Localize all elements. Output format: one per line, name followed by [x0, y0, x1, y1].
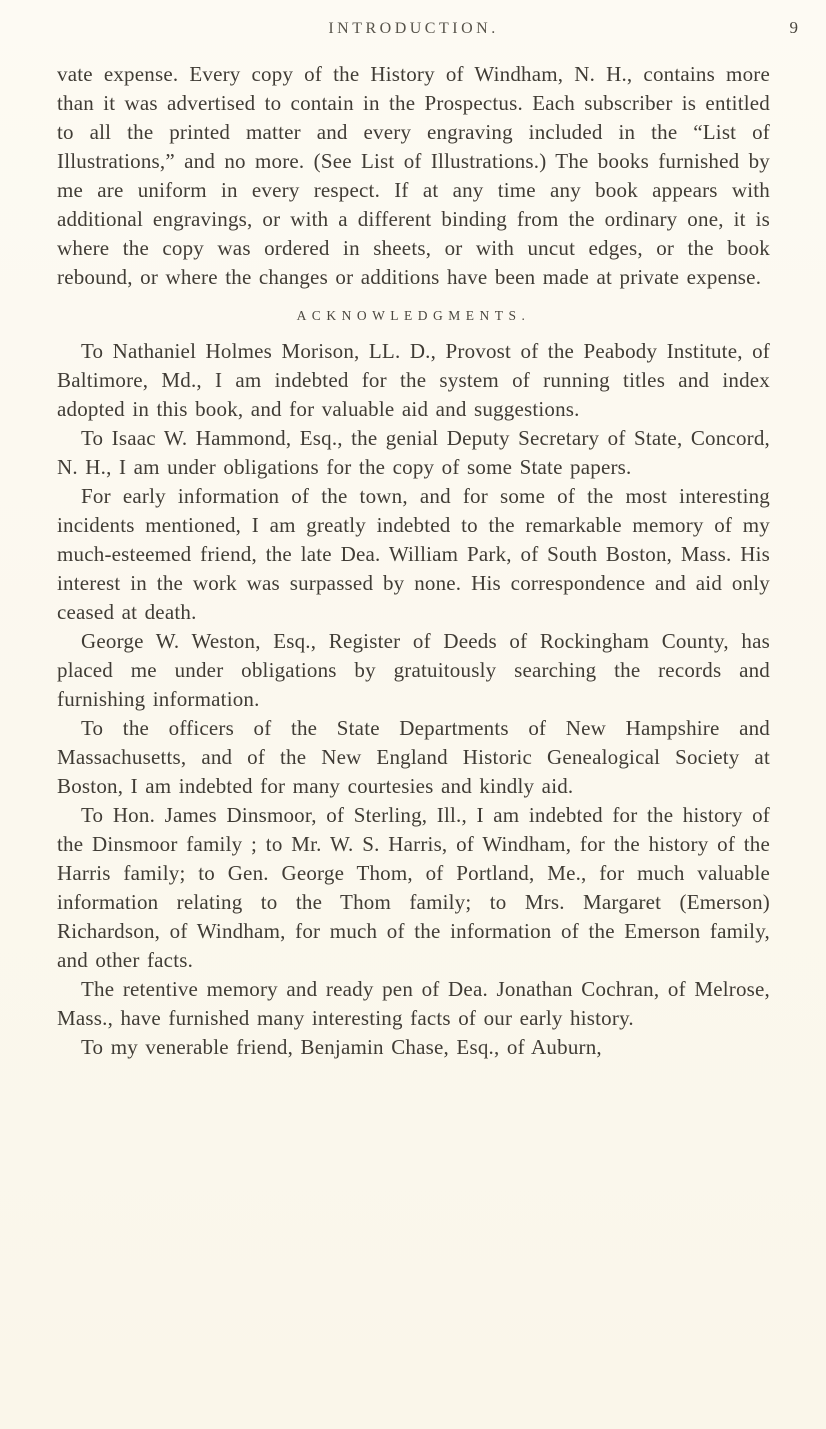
paragraph: George W. Weston, Esq., Register of Deeds of Rockingham County, has placed me under obligations by gratuitously searching the records and furnishing information. — [57, 629, 770, 711]
running-title: INTRODUCTION. — [328, 20, 499, 37]
paragraph: To Nathaniel Holmes Morison, LL. D., Provost of the Peabody Institute, of Baltimore, Md., I am indebted for the system of running titles and index adopted in this book, and for valuable aid and suggestions. — [57, 339, 770, 421]
page-number: 9 — [789, 18, 798, 37]
paragraph: For early information of the town, and for some of the most interesting incidents mentioned, I am greatly indebted to the remarkable memory of my much-esteemed friend, the late Dea. William Park, of South Boston, Mass. His interest in the work was surpassed by none. His correspondence and aid only ceased at death. — [57, 484, 770, 624]
paragraph: The retentive memory and ready pen of Dea. Jonathan Cochran, of Melrose, Mass., have furnished many interesting facts of our early history. — [57, 977, 770, 1030]
paragraph: To Hon. James Dinsmoor, of Sterling, Ill., I am indebted for the history of the Dinsmoor family ; to Mr. W. S. Harris, of Windham, for the history of the Harris family; to Gen. George Thom, of Portland, Me., for much valuable information relating to the Thom family; to Mrs. Margaret (Emerson) Richardson, of Windham, for much of the information of the Emerson family, and other facts. — [57, 803, 770, 972]
paragraph: To my venerable friend, Benjamin Chase, Esq., of Auburn, — [81, 1035, 602, 1059]
paragraph: To the officers of the State Departments of New Hampshire and Massachusetts, and of the New England Historic Genealogical Society at Boston, I am indebted for many courtesies and kindly aid. — [57, 716, 770, 798]
paragraph: vate expense. Every copy of the History of Windham, N. H., contains more than it was advertised to contain in the Prospectus. Each subscriber is entitled to all the printed matter and every engraving included in the “List of Illustrations,” and no more. (See List of Illustrations.) The books furnished by me are uniform in every respect. If at any time any book appears with additional engravings, or with a different binding from the ordinary one, it is where the copy was ordered in sheets, or with uncut edges, or the book rebound, or where the changes or additions have been made at private expense. — [57, 62, 770, 289]
page-body — [57, 60, 770, 1062]
page-header — [57, 16, 798, 46]
section-heading: ACKNOWLEDGMENTS. — [296, 308, 531, 323]
paragraph: To Isaac W. Hammond, Esq., the genial Deputy Secretary of State, Concord, N. H., I am under obligations for the copy of some State papers. — [57, 426, 770, 479]
